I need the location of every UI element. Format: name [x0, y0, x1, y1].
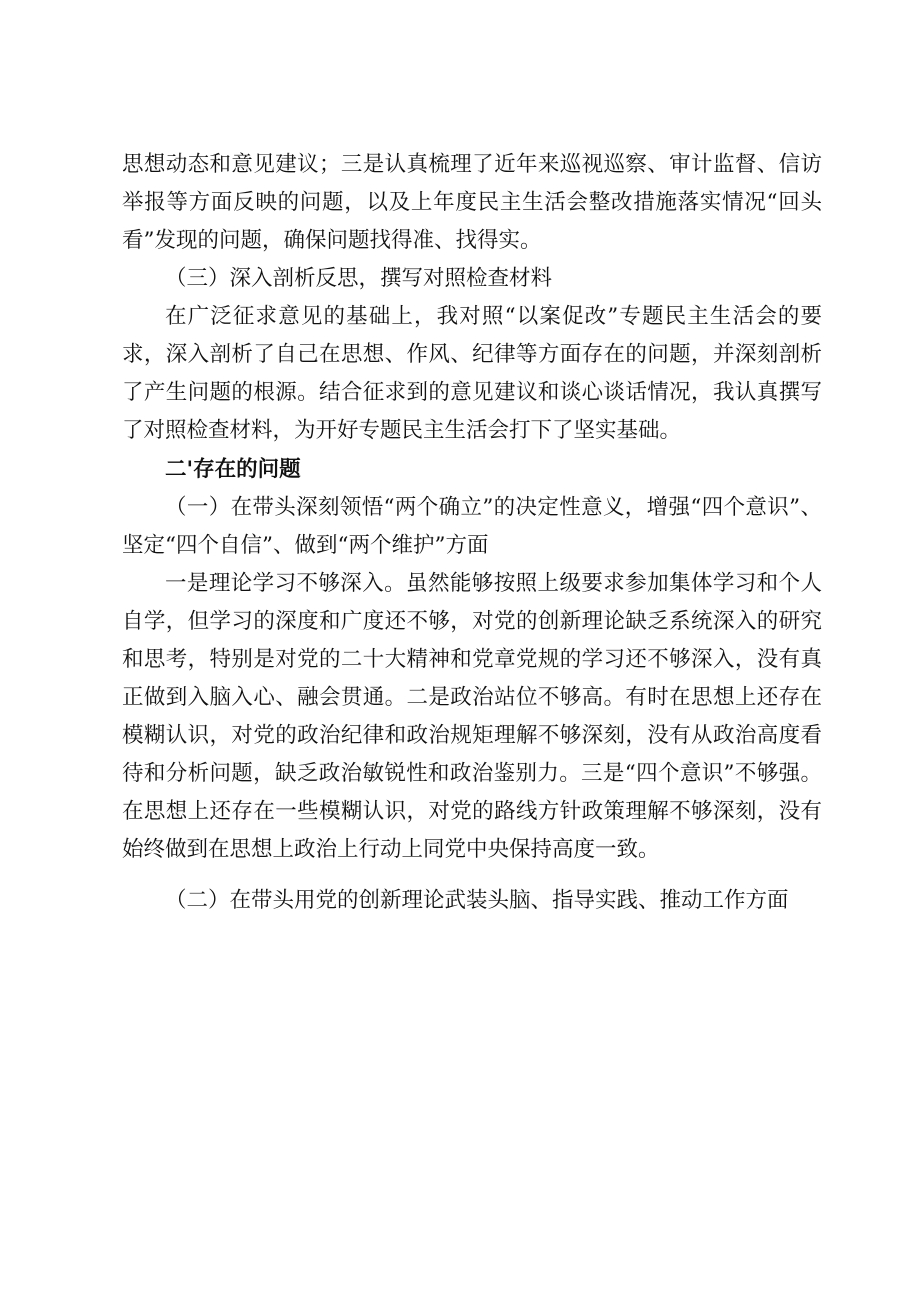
- paragraph-problems: 一是理论学习不够深入。虽然能够按照上级要求参加集体学习和个人自学，但学习的深度和广度还不够，对党的创新理论缺乏系统深入的研究和思考，特别是对党的二十大精神和党章党规的学习还不够深入，没有真正做到入脑入心、融会贯通。二是政治站位不够高。有时在思想上还存在模糊认识，对党的政治纪律和政治规矩理解不够深刻，没有从政治高度看待和分析问题，缺乏政治敏锐性和政治鉴别力。三是“四个意识”不够强。在思想上还存在一些模糊认识，对党的路线方针政策理解不够深刻，没有始终做到在思想上政治上行动上同党中央保持高度一致。: [122, 571, 822, 862]
- paragraph-analysis: 在广泛征求意见的基础上，我对照“以案促改”专题民主生活会的要求，深入剖析了自己在思想、作风、纪律等方面存在的问题，并深刻剖析了产生问题的根源。结合征求到的意见建议和谈心谈话情况，我认真撰写了对照检查材料，为开好专题民主生活会打下了坚实基础。: [122, 304, 822, 443]
- section-heading-existing-problems: 二'存在的问题: [165, 457, 301, 482]
- subheading-first: （一）在带头深刻领悟“两个确立”的决定性意义，增强“四个意识”、坚定“四个自信”、做到“两个维护”方面: [122, 495, 822, 558]
- subheading-third: （三）深入剖析反思，撰写对照检查材料: [165, 266, 553, 291]
- document-body: [122, 146, 822, 920]
- paragraph-continued: 思想动态和意见建议；三是认真梳理了近年来巡视巡察、审计监督、信访举报等方面反映的问题，以及上年度民主生活会整改措施落实情况“回头看”发现的问题，确保问题找得准、找得实。: [122, 152, 822, 253]
- subheading-second: （二）在带头用党的创新理论武装头脑、指导实践、推动工作方面: [165, 888, 789, 913]
